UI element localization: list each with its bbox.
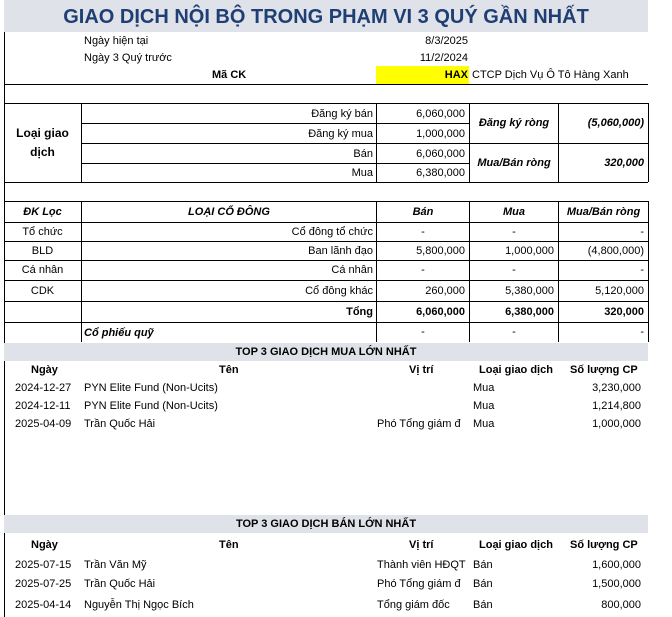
holders-row-net: - (640, 264, 644, 276)
top-buy-row-qty: 1,000,000 (592, 418, 641, 430)
trade-net-label: Mua/Bán ròng (477, 157, 551, 169)
reg-buy-label: Đăng ký mua (308, 128, 373, 140)
top-sell-row-name: Nguyễn Thị Ngọc Bích (84, 599, 194, 611)
holders-row-buy: 5,380,000 (505, 285, 554, 297)
ticker-label: Mã CK (212, 69, 247, 81)
top-buy-row-type: Mua (473, 382, 495, 394)
top-buy-row-qty: 1,214,800 (592, 400, 641, 412)
top-buy-row-type: Mua (473, 400, 495, 412)
top-buy-header-name: Tên (219, 364, 239, 376)
holders-row-type: Cổ đông tổ chức (291, 226, 373, 238)
top-sell-row-qty: 1,500,000 (592, 578, 641, 590)
holders-row-net: 5,120,000 (595, 285, 644, 297)
treasury-buy: - (512, 326, 516, 338)
reg-sell-label: Đăng ký bán (311, 108, 373, 120)
summary-group-label-1: Loại giao (16, 126, 69, 140)
holders-header-type: LOẠI CỔ ĐÔNG (188, 206, 270, 218)
reg-sell-value: 6,060,000 (416, 108, 465, 120)
top-buy-title: TOP 3 GIAO DỊCH MUA LỚN NHẤT (4, 343, 648, 361)
sell-value: 6,060,000 (416, 148, 465, 160)
holders-header-net: Mua/Bán ròng (566, 206, 641, 218)
holders-row-net: - (640, 226, 644, 238)
holders-row-code[interactable]: Tổ chức (22, 226, 63, 238)
top-sell-title: TOP 3 GIAO DỊCH BÁN LỚN NHẤT (4, 515, 648, 533)
trade-net-value: 320,000 (604, 157, 644, 169)
reg-net-label: Đăng ký ròng (478, 117, 550, 129)
top-sell-row-name: Trần Văn Mỹ (84, 559, 147, 571)
top-sell-row-position: Thành viên HĐQT (377, 559, 466, 571)
info-bottom-border (4, 84, 648, 85)
page-title: GIAO DỊCH NỘI BỘ TRONG PHẠM VI 3 QUÝ GẦN NHẤT (4, 0, 648, 32)
holders-header-filter: ĐK Lọc (23, 206, 62, 218)
treasury-net: - (640, 326, 644, 338)
holders-total-net: 320,000 (604, 306, 644, 318)
top-buy-row-name: PYN Elite Fund (Non-Ucits) (84, 382, 218, 394)
buy-label: Mua (351, 167, 373, 179)
top-sell-row-position: Phó Tổng giám đ (377, 578, 461, 590)
holders-row-code[interactable]: CDK (30, 285, 55, 297)
ticker-input[interactable]: HAX (444, 69, 468, 81)
top-buy-row-qty: 3,230,000 (592, 382, 641, 394)
top-buy-header-qty: Số lượng CP (570, 364, 638, 376)
holders-row-buy: 1,000,000 (505, 245, 554, 257)
holders-total-label: Tổng (346, 306, 373, 318)
treasury-label: Cổ phiếu quỹ (84, 327, 154, 339)
holders-total-buy: 6,380,000 (505, 306, 554, 318)
holders-row-sell: - (421, 226, 425, 238)
holders-header-sell: Bán (412, 206, 434, 218)
top-sell-row-qty: 800,000 (601, 599, 641, 611)
top-sell-header-name: Tên (219, 539, 239, 551)
top-sell-header-qty: Số lượng CP (570, 539, 638, 551)
top-sell-row-date: 2025-04-14 (15, 599, 72, 611)
top-buy-row-type: Mua (473, 418, 495, 430)
holders-row-code[interactable]: BLD (31, 245, 54, 257)
current-date-value[interactable]: 8/3/2025 (425, 35, 468, 47)
top-buy-row-date: 2025-04-09 (15, 418, 72, 430)
prev-date-value[interactable]: 11/2/2024 (419, 52, 468, 64)
top-buy-row-position: Phó Tổng giám đ (377, 418, 461, 430)
top-buy-row-name: PYN Elite Fund (Non-Ucits) (84, 400, 218, 412)
holders-row-type: Cổ đông khác (305, 285, 373, 297)
reg-buy-value: 1,000,000 (416, 128, 465, 140)
holders-row-sell: - (421, 264, 425, 276)
top-sell-row-name: Trần Quốc Hải (84, 578, 156, 590)
top-sell-row-type: Bán (473, 599, 493, 611)
top-sell-header-date: Ngày (31, 539, 58, 551)
top-sell-row-type: Bán (473, 559, 493, 571)
top-sell-row-type: Bán (473, 578, 493, 590)
holders-row-buy: - (512, 264, 516, 276)
holders-row-sell: 260,000 (425, 285, 465, 297)
top-buy-row-name: Trần Quốc Hải (84, 418, 156, 430)
top-buy-header-position: Vị trí (409, 364, 434, 376)
top-sell-row-position: Tổng giám đốc (377, 599, 450, 611)
top-sell-row-date: 2025-07-25 (15, 578, 72, 590)
top-sell-row-date: 2025-07-15 (15, 559, 72, 571)
treasury-sell: - (421, 326, 425, 338)
top-sell-header-type: Loại giao dịch (479, 539, 553, 551)
current-date-label: Ngày hiện tại (84, 35, 149, 47)
top-buy-row-date: 2024-12-11 (15, 400, 71, 412)
holders-row-code[interactable]: Cá nhân (21, 264, 64, 276)
holders-row-type: Ban lãnh đạo (308, 245, 373, 257)
top-buy-header-type: Loại giao dịch (479, 364, 553, 376)
top-buy-row-date: 2024-12-27 (15, 382, 72, 394)
top-sell-header-position: Vị trí (409, 539, 434, 551)
buy-value: 6,380,000 (416, 167, 465, 179)
holders-total-sell: 6,060,000 (416, 306, 465, 318)
reg-net-value: (5,060,000) (587, 117, 644, 129)
prev-date-label: Ngày 3 Quý trước (84, 52, 172, 64)
holders-row-sell: 5,800,000 (416, 245, 465, 257)
holders-row-buy: - (512, 226, 516, 238)
holders-row-net: (4,800,000) (587, 245, 644, 257)
top-buy-header-date: Ngày (31, 364, 58, 376)
top-sell-row-qty: 1,600,000 (592, 559, 641, 571)
sell-label: Bán (353, 148, 373, 160)
company-name: CTCP Dịch Vụ Ô Tô Hàng Xanh (472, 69, 629, 81)
holders-header-buy: Mua (503, 206, 525, 218)
holders-row-type: Cá nhân (331, 264, 373, 276)
summary-group-label-2: dịch (30, 145, 55, 159)
